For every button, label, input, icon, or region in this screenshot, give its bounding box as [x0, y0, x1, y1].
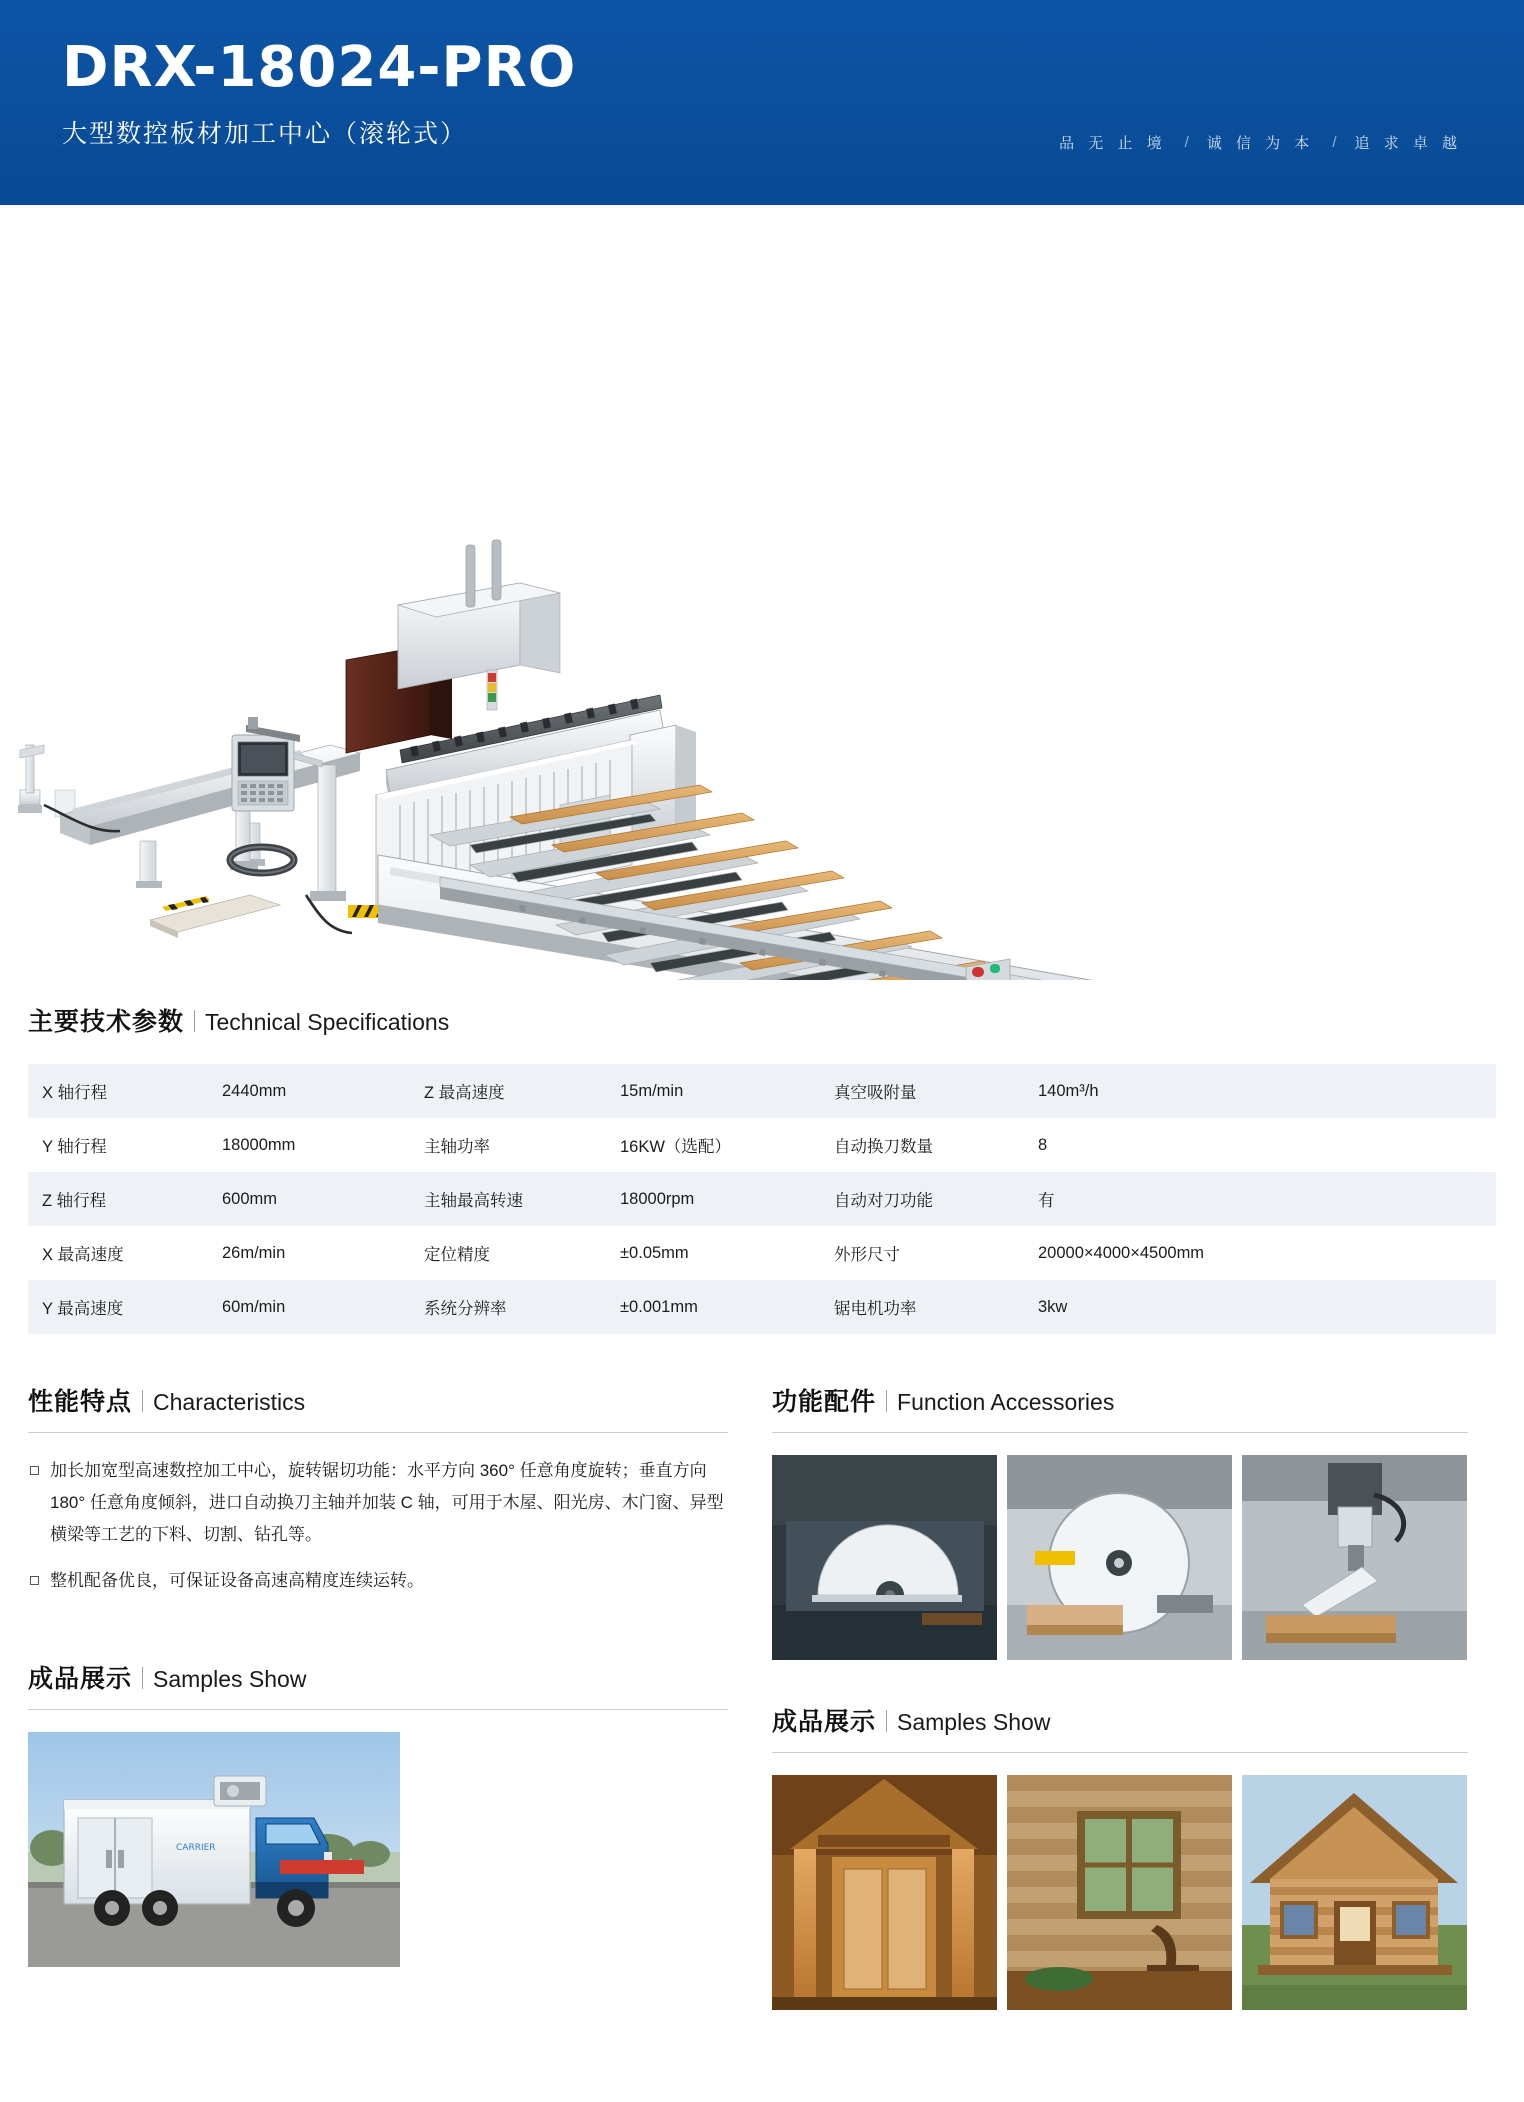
characteristics-heading-en: Characteristics [153, 1389, 306, 1415]
technical-specifications-section [0, 980, 1524, 1334]
lower-content [0, 1334, 1524, 2010]
accessory-photo-spindle-head [1242, 1455, 1467, 1660]
spec-label: 定位精度 [424, 1246, 490, 1264]
truck-illustration [28, 1732, 400, 1967]
spec-label: 锯电机功率 [834, 1300, 917, 1318]
table-row [28, 1280, 1496, 1334]
page-subtitle: 大型数控板材加工中心（滚轮式） [62, 120, 468, 148]
sample-photo-refrigerated-truck [28, 1732, 400, 1967]
heading-divider [142, 1390, 143, 1412]
table-row [28, 1064, 1496, 1118]
samples-left-heading-cn: 成品展示 [28, 1665, 133, 1693]
specs-heading-cn: 主要技术参数 [28, 1008, 185, 1036]
spec-label: X 最高速度 [42, 1246, 124, 1264]
spec-value: 140m³/h [1038, 1081, 1099, 1100]
heading-divider [194, 1010, 195, 1032]
accessory-photo-saw-blade-guard [772, 1455, 997, 1660]
spec-label: 外形尺寸 [834, 1246, 900, 1264]
samples-right-heading-cn: 成品展示 [772, 1708, 877, 1736]
spec-label: Z 最高速度 [424, 1084, 505, 1102]
samples-left-heading-en: Samples Show [153, 1666, 307, 1692]
page-header [0, 0, 1524, 205]
samples-left-heading [28, 1659, 728, 1695]
accessories-heading-en: Function Accessories [897, 1389, 1115, 1415]
spec-value: ±0.05mm [620, 1243, 689, 1262]
heading-divider [142, 1667, 143, 1689]
slogan-part-3: 追 求 卓 越 [1354, 135, 1462, 152]
slogan-separator-1: / [1184, 134, 1189, 151]
svg-text:CARRIER: CARRIER [176, 1843, 216, 1853]
slogan-part-2: 诚 信 为 本 [1206, 135, 1315, 152]
spec-value: 3kw [1038, 1297, 1068, 1316]
spec-label: Y 最高速度 [42, 1300, 124, 1318]
list-item: 加长加宽型高速数控加工中心，旋转锯切功能：水平方向 360° 任意角度旋转；垂直方向 180° 任意角度倾斜，进口自动换刀主轴并加装 C 轴，可用于木屋、阳光房、木门窗、异型横梁等工艺的下料、切割、钻孔等。 [28, 1455, 728, 1551]
accessories-gallery [772, 1455, 1468, 1660]
machine-illustration [0, 205, 1524, 980]
list-item: 整机配备优良，可保证设备高速高精度连续运转。 [28, 1565, 728, 1597]
sample-photo-log-house-exterior [1242, 1775, 1467, 2010]
operator-console [230, 717, 346, 901]
spec-label: X 轴行程 [42, 1084, 108, 1102]
characteristics-list [28, 1455, 728, 1597]
specs-table [28, 1064, 1496, 1334]
spec-label: Z 轴行程 [42, 1192, 107, 1210]
spec-value: 18000rpm [620, 1189, 695, 1208]
spec-label: Y 轴行程 [42, 1138, 107, 1156]
accessories-heading [772, 1382, 1468, 1418]
spec-value: 20000×4000×4500mm [1038, 1243, 1205, 1262]
samples-right-heading [772, 1702, 1468, 1738]
sample-photo-log-cabin-interior [1007, 1775, 1232, 2010]
heading-divider [886, 1710, 887, 1732]
samples-right-heading-en: Samples Show [897, 1709, 1051, 1735]
machine-hero-image [0, 205, 1524, 980]
right-column [772, 1382, 1468, 2010]
divider [772, 1432, 1468, 1433]
spec-label: 主轴最高转速 [424, 1192, 523, 1210]
spec-value: 有 [1038, 1192, 1055, 1210]
characteristics-heading-cn: 性能特点 [28, 1388, 133, 1416]
divider [772, 1752, 1468, 1753]
spec-label: 自动换刀数量 [834, 1138, 933, 1156]
slogan-part-1: 品 无 止 境 [1059, 135, 1167, 152]
spec-label: 系统分辨率 [424, 1300, 507, 1318]
spec-label: 主轴功率 [424, 1138, 490, 1156]
slogan-separator-2: / [1332, 134, 1337, 151]
sample-photo-timber-entrance [772, 1775, 997, 2010]
characteristics-heading [28, 1382, 728, 1418]
spec-label: 自动对刀功能 [834, 1192, 933, 1210]
table-row [28, 1172, 1496, 1226]
table-row [28, 1226, 1496, 1280]
samples-gallery [772, 1775, 1468, 2010]
spec-value: 18000mm [222, 1135, 296, 1154]
page-title: DRX-18024-PRO [62, 35, 577, 100]
heading-divider [886, 1390, 887, 1412]
spec-value: 26m/min [222, 1243, 286, 1262]
spec-value: ±0.001mm [620, 1297, 698, 1316]
specs-heading [28, 1002, 1496, 1038]
spec-label: 真空吸附量 [834, 1084, 917, 1102]
spec-value: 2440mm [222, 1081, 287, 1100]
specs-heading-en: Technical Specifications [205, 1009, 450, 1035]
spec-value: 15m/min [620, 1081, 684, 1100]
divider [28, 1709, 728, 1710]
divider [28, 1432, 728, 1433]
slogan [1059, 132, 1462, 153]
table-row [28, 1118, 1496, 1172]
accessories-heading-cn: 功能配件 [772, 1388, 877, 1416]
spec-value: 8 [1038, 1135, 1048, 1154]
left-column [28, 1382, 728, 2010]
spec-value: 600mm [222, 1189, 278, 1208]
spec-value: 60m/min [222, 1297, 286, 1316]
spec-value: 16KW（选配） [620, 1138, 731, 1156]
accessory-photo-saw-blade [1007, 1455, 1232, 1660]
